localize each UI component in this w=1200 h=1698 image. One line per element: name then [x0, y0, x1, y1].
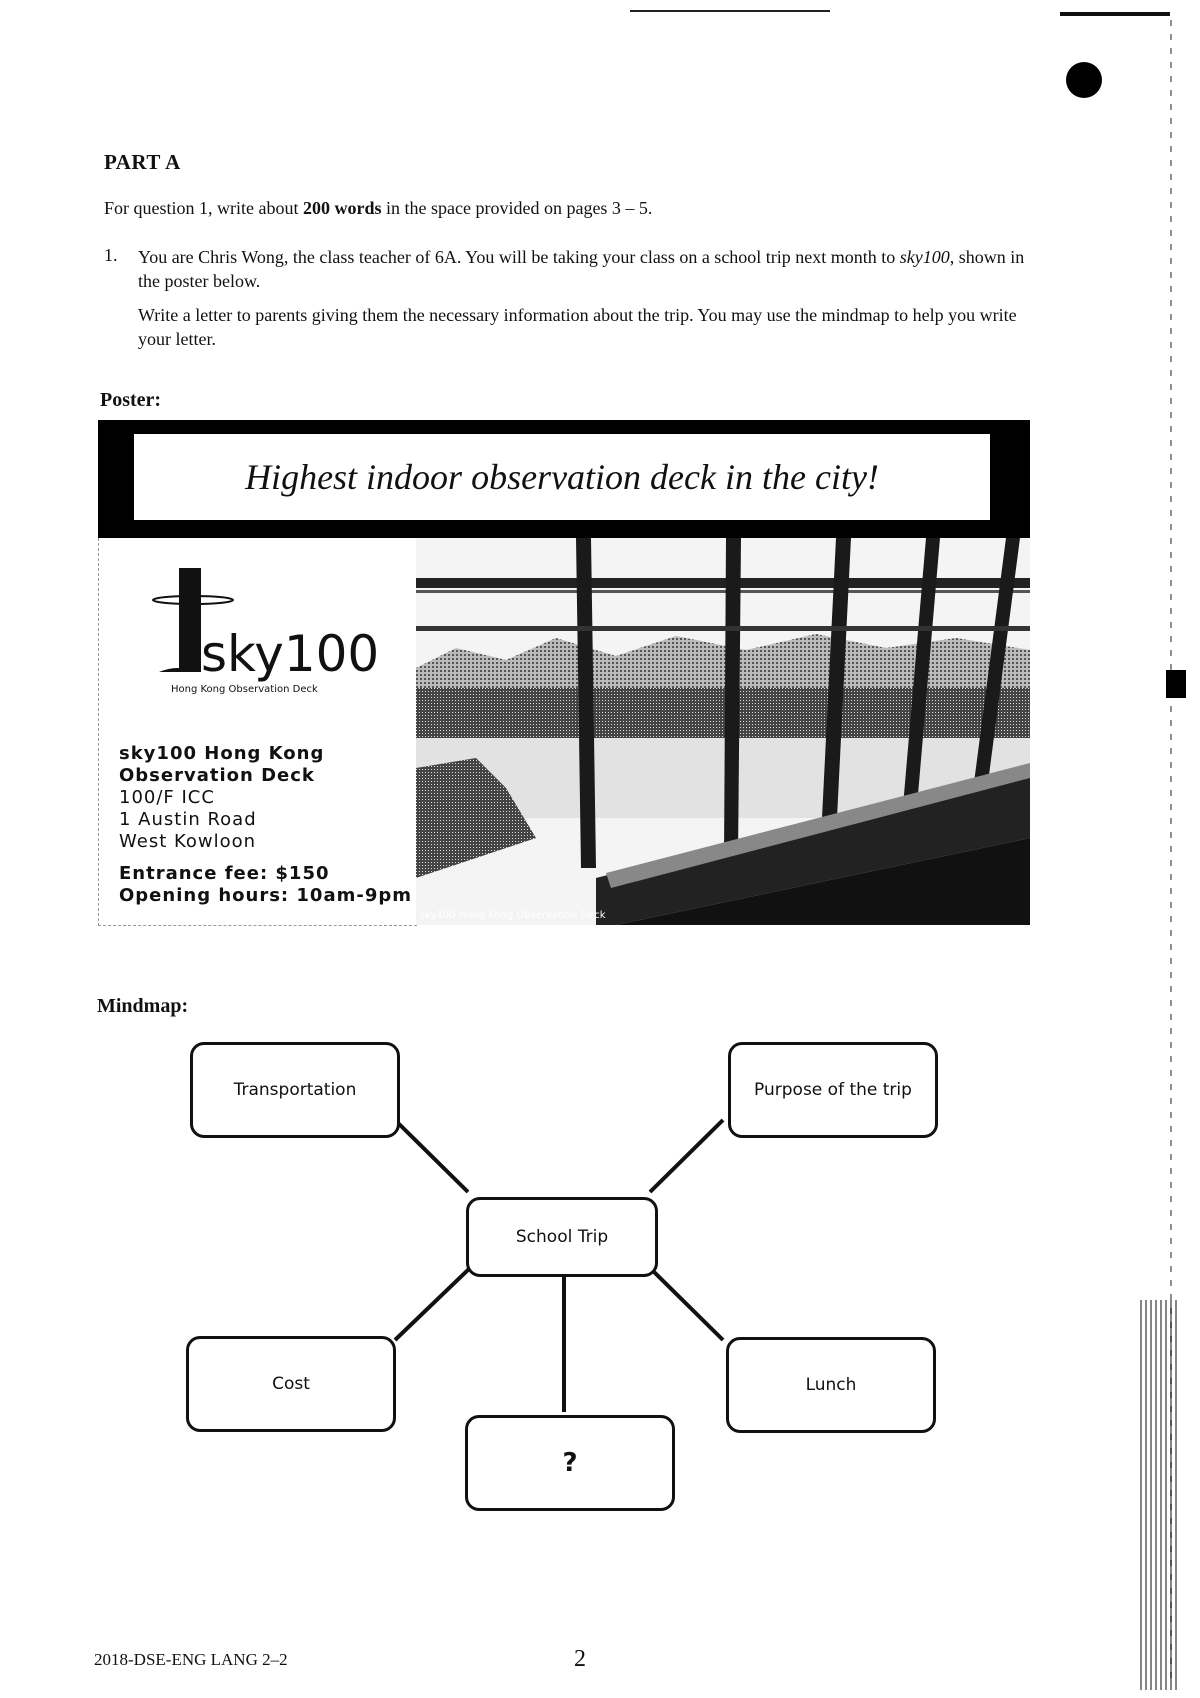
scan-line — [1060, 12, 1170, 16]
poster-header — [98, 420, 1030, 538]
question-paragraph-2: Write a letter to parents giving them the necessary information about the trip. You may use the mindmap to help you write your letter. — [138, 305, 1017, 349]
mindmap-node-transportation: Transportation — [190, 1042, 400, 1138]
logo-text: sky100 — [201, 625, 380, 683]
mindmap — [0, 1000, 1200, 1540]
entrance-fee: Entrance fee: $150 — [119, 863, 330, 884]
question-number: 1. — [104, 245, 118, 265]
mindmap-label: Mindmap: — [97, 995, 189, 1017]
mindmap-node-unknown: ? — [465, 1415, 675, 1511]
poster — [98, 420, 1030, 925]
mindmap-node-cost: Cost — [186, 1336, 396, 1432]
logo-subtitle: Hong Kong Observation Deck — [171, 684, 318, 695]
instruction: For question 1, write about 200 words in the space provided on pages 3 – 5. — [104, 198, 653, 218]
mindmap-node-center: School Trip — [466, 1197, 658, 1277]
exam-code: 2018-DSE-ENG LANG 2–2 — [94, 1650, 288, 1669]
punch-hole — [1066, 62, 1102, 98]
question-paragraph: You are Chris Wong, the class teacher of 6A. You will be taking your class on a school trip next month to sky100, shown in the poster below. — [138, 247, 1025, 291]
poster-info-panel — [98, 538, 417, 926]
page-number: 2 — [574, 1646, 586, 1672]
mindmap-node-purpose: Purpose of the trip — [728, 1042, 938, 1138]
opening-hours: Opening hours: 10am-9pm — [119, 885, 412, 906]
scan-edge-mark — [1166, 670, 1186, 698]
mindmap-node-lunch: Lunch — [726, 1337, 936, 1433]
poster-headline: Highest indoor observation deck in the city! — [134, 434, 990, 520]
scan-line — [630, 10, 830, 12]
photo-caption: sky100 Hong Kong Observation Deck — [420, 910, 606, 921]
part-title: PART A — [104, 150, 181, 174]
sky100-logo — [151, 568, 380, 698]
poster-address: sky100 Hong Kong Observation Deck 100/F ICC 1 Austin Road West Kowloon Entrance fee: $150 Opening hours: 10am-9pm — [119, 743, 412, 906]
poster-label: Poster: — [100, 389, 162, 411]
observation-deck-photo — [416, 538, 1030, 925]
